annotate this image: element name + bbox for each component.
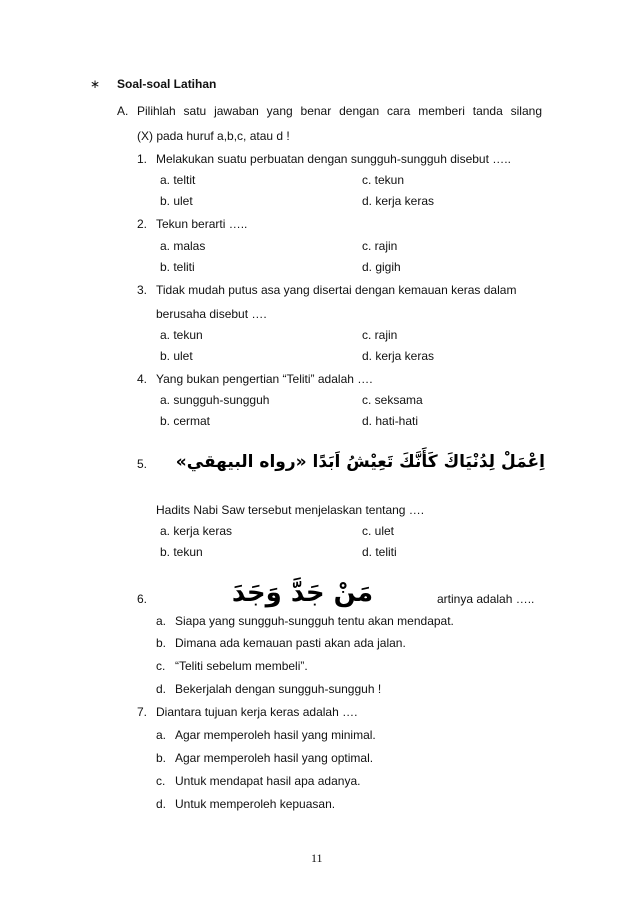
option: a. kerja keras	[160, 524, 233, 538]
option-text: Bekerjalah dengan sungguh-sungguh !	[175, 682, 382, 696]
option-text: Untuk memperoleh kepuasan.	[175, 797, 336, 811]
instruction-letter: A.	[117, 104, 129, 118]
option: d. gigih	[362, 260, 401, 274]
option: b. tekun	[160, 545, 203, 559]
option: d. hati-hati	[362, 414, 419, 428]
question-number: 4.	[137, 372, 148, 386]
option-text: “Teliti sebelum membeli”.	[175, 659, 308, 673]
option-letter: a.	[156, 728, 167, 742]
question-text: Yang bukan pengertian “Teliti” adalah ….	[156, 372, 373, 386]
option-letter: c.	[156, 659, 166, 673]
option: c. rajin	[362, 239, 398, 253]
instruction-line-2: (X) pada huruf a,b,c, atau d !	[137, 129, 290, 143]
option: a. teltit	[160, 173, 196, 187]
option: c. tekun	[362, 173, 405, 187]
option: b. teliti	[160, 260, 195, 274]
option-text: Agar memperoleh hasil yang minimal.	[175, 728, 376, 742]
question-number: 7.	[137, 705, 148, 719]
arabic-proverb-text: مَنْ جَدَّ وَجَدَ	[231, 578, 374, 608]
hadith-arabic-text: اِعْمَلْ لِدُنْيَاكَ كَأَنَّكَ تَعِيْشُ اَبَدًا «رواه البيهقي»	[175, 452, 545, 472]
option: d. kerja keras	[362, 194, 435, 208]
question-text: Tekun berarti …..	[156, 217, 248, 231]
option-text: Siapa yang sungguh-sungguh tentu akan mendapat.	[175, 614, 454, 628]
bullet-icon: ∗	[90, 77, 101, 91]
option: c. seksama	[362, 393, 423, 407]
question-text: Tidak mudah putus asa yang disertai dengan kemauan keras dalam	[156, 283, 517, 297]
option: b. ulet	[160, 194, 193, 208]
option: d. kerja keras	[362, 349, 435, 363]
question-text: artinya adalah …..	[437, 592, 535, 606]
question-text: Melakukan suatu perbuatan dengan sungguh-sungguh disebut …..	[156, 152, 511, 166]
option: a. tekun	[160, 328, 203, 342]
question-text: Diantara tujuan kerja keras adalah ….	[156, 705, 358, 719]
question-number: 1.	[137, 152, 148, 166]
option-letter: a.	[156, 614, 167, 628]
option-text: Untuk mendapat hasil apa adanya.	[175, 774, 361, 788]
option: b. ulet	[160, 349, 193, 363]
option-letter: c.	[156, 774, 166, 788]
question-text: Hadits Nabi Saw tersebut menjelaskan tentang ….	[156, 503, 425, 517]
option: c. ulet	[362, 524, 395, 538]
question-text-continued: berusaha disebut ….	[156, 307, 267, 321]
option-letter: d.	[156, 682, 167, 696]
page-number: 11	[311, 851, 323, 865]
option-letter: b.	[156, 751, 167, 765]
instruction-line-1: Pilihlah satu jawaban yang benar dengan cara memberi tanda silang	[137, 104, 542, 118]
question-number: 6.	[137, 592, 148, 606]
option: d. teliti	[362, 545, 397, 559]
option: b. cermat	[160, 414, 211, 428]
section-title: Soal-soal Latihan	[117, 77, 217, 91]
option: a. sungguh-sungguh	[160, 393, 270, 407]
option: a. malas	[160, 239, 206, 253]
option-letter: d.	[156, 797, 167, 811]
option-letter: b.	[156, 636, 167, 650]
question-number: 2.	[137, 217, 148, 231]
option-text: Dimana ada kemauan pasti akan ada jalan.	[175, 636, 406, 650]
option-text: Agar memperoleh hasil yang optimal.	[175, 751, 374, 765]
question-number: 5.	[137, 457, 148, 471]
question-number: 3.	[137, 283, 148, 297]
option: c. rajin	[362, 328, 398, 342]
